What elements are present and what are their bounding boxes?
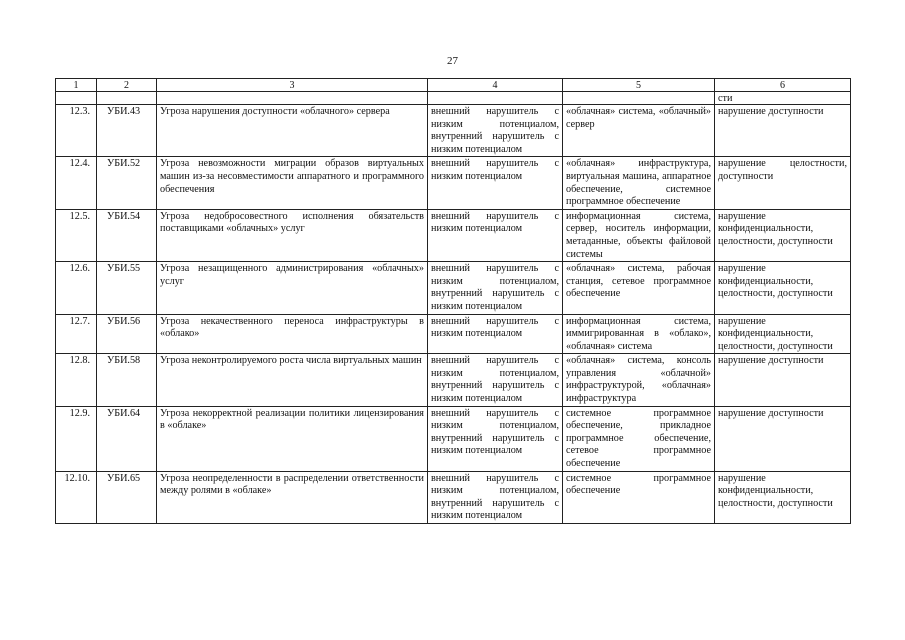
table-cell: сти (715, 92, 851, 105)
row-number: 12.9. (56, 406, 97, 471)
table-row (56, 354, 851, 406)
threat-id: УБИ.54 (97, 209, 157, 261)
table-header-row (56, 79, 851, 92)
consequence: нарушение доступности (715, 406, 851, 471)
consequence: нарушение конфиденциальности, целостности, доступности (715, 471, 851, 523)
row-number: 12.10. (56, 471, 97, 523)
intruder-type: внешний нарушитель с низким потенциалом, внутренний нарушитель с низким потенциалом (428, 262, 563, 314)
threat-description: Угроза неопределенности в распределении ответственности между ролями в «облаке» (157, 471, 428, 523)
threat-description: Угроза некачественного переноса инфраструктуры в «облако» (157, 314, 428, 354)
intruder-type: внешний нарушитель с низким потенциалом, внутренний нарушитель с низким потенциалом (428, 471, 563, 523)
consequence: нарушение доступности (715, 354, 851, 406)
table-row (56, 262, 851, 314)
table-row (56, 105, 851, 157)
table-cell (428, 92, 563, 105)
affected-object: «облачная» инфраструктура, виртуальная машина, аппаратное обеспечение, системное программное обеспечение (563, 157, 715, 209)
affected-object: информационная система, сервер, носитель информации, метаданные, объекты файловой системы (563, 209, 715, 261)
threat-description: Угроза нарушения доступности «облачного» сервера (157, 105, 428, 157)
table-cell (56, 92, 97, 105)
threat-description: Угроза невозможности миграции образов виртуальных машин из-за несовместимости аппаратного и программного обеспечения (157, 157, 428, 209)
intruder-type: внешний нарушитель с низким потенциалом (428, 157, 563, 209)
consequence: нарушение доступности (715, 105, 851, 157)
threat-description: Угроза незащищенного администрирования «облачных» услуг (157, 262, 428, 314)
consequence: нарушение конфиденциальности, целостности, доступности (715, 262, 851, 314)
intruder-type: внешний нарушитель с низким потенциалом, внутренний нарушитель с низким потенциалом (428, 105, 563, 157)
continuation-row (56, 92, 851, 105)
consequence: нарушение конфиденциальности, целостности, доступности (715, 314, 851, 354)
threat-id: УБИ.65 (97, 471, 157, 523)
threat-id: УБИ.52 (97, 157, 157, 209)
table-row (56, 471, 851, 523)
threat-id: УБИ.43 (97, 105, 157, 157)
intruder-type: внешний нарушитель с низким потенциалом (428, 209, 563, 261)
threat-id: УБИ.58 (97, 354, 157, 406)
row-number: 12.6. (56, 262, 97, 314)
column-header: 3 (157, 79, 428, 92)
row-number: 12.5. (56, 209, 97, 261)
threat-description: Угроза некорректной реализации политики лицензирования в «облаке» (157, 406, 428, 471)
column-header: 1 (56, 79, 97, 92)
row-number: 12.7. (56, 314, 97, 354)
threat-description: Угроза недобросовестного исполнения обязательств поставщиками «облачных» услуг (157, 209, 428, 261)
table-cell (563, 92, 715, 105)
table-row (56, 406, 851, 471)
affected-object: «облачная» система, рабочая станция, сетевое программное обеспечение (563, 262, 715, 314)
row-number: 12.3. (56, 105, 97, 157)
intruder-type: внешний нарушитель с низким потенциалом, внутренний нарушитель с низким потенциалом (428, 354, 563, 406)
table-row (56, 157, 851, 209)
page-number: 27 (447, 55, 458, 67)
affected-object: системное программное обеспечение (563, 471, 715, 523)
affected-object: «облачная» система, консоль управления «облачной» инфраструктурой, «облачная» инфраструктура (563, 354, 715, 406)
intruder-type: внешний нарушитель с низким потенциалом, внутренний нарушитель с низким потенциалом (428, 406, 563, 471)
table-cell (97, 92, 157, 105)
column-header: 4 (428, 79, 563, 92)
threats-table (55, 78, 851, 524)
threat-description: Угроза неконтролируемого роста числа виртуальных машин (157, 354, 428, 406)
affected-object: «облачная» система, «облачный» сервер (563, 105, 715, 157)
threat-id: УБИ.64 (97, 406, 157, 471)
affected-object: системное программное обеспечение, прикладное программное обеспечение, сетевое программное обеспечение (563, 406, 715, 471)
row-number: 12.8. (56, 354, 97, 406)
table-row (56, 314, 851, 354)
column-header: 6 (715, 79, 851, 92)
column-header: 2 (97, 79, 157, 92)
table-row (56, 209, 851, 261)
threat-id: УБИ.56 (97, 314, 157, 354)
row-number: 12.4. (56, 157, 97, 209)
intruder-type: внешний нарушитель с низким потенциалом (428, 314, 563, 354)
consequence: нарушение целостности, доступности (715, 157, 851, 209)
affected-object: информационная система, иммигрированная в «облако», «облачная» система (563, 314, 715, 354)
table-cell (157, 92, 428, 105)
threat-id: УБИ.55 (97, 262, 157, 314)
column-header: 5 (563, 79, 715, 92)
consequence: нарушение конфиденциальности, целостности, доступности (715, 209, 851, 261)
